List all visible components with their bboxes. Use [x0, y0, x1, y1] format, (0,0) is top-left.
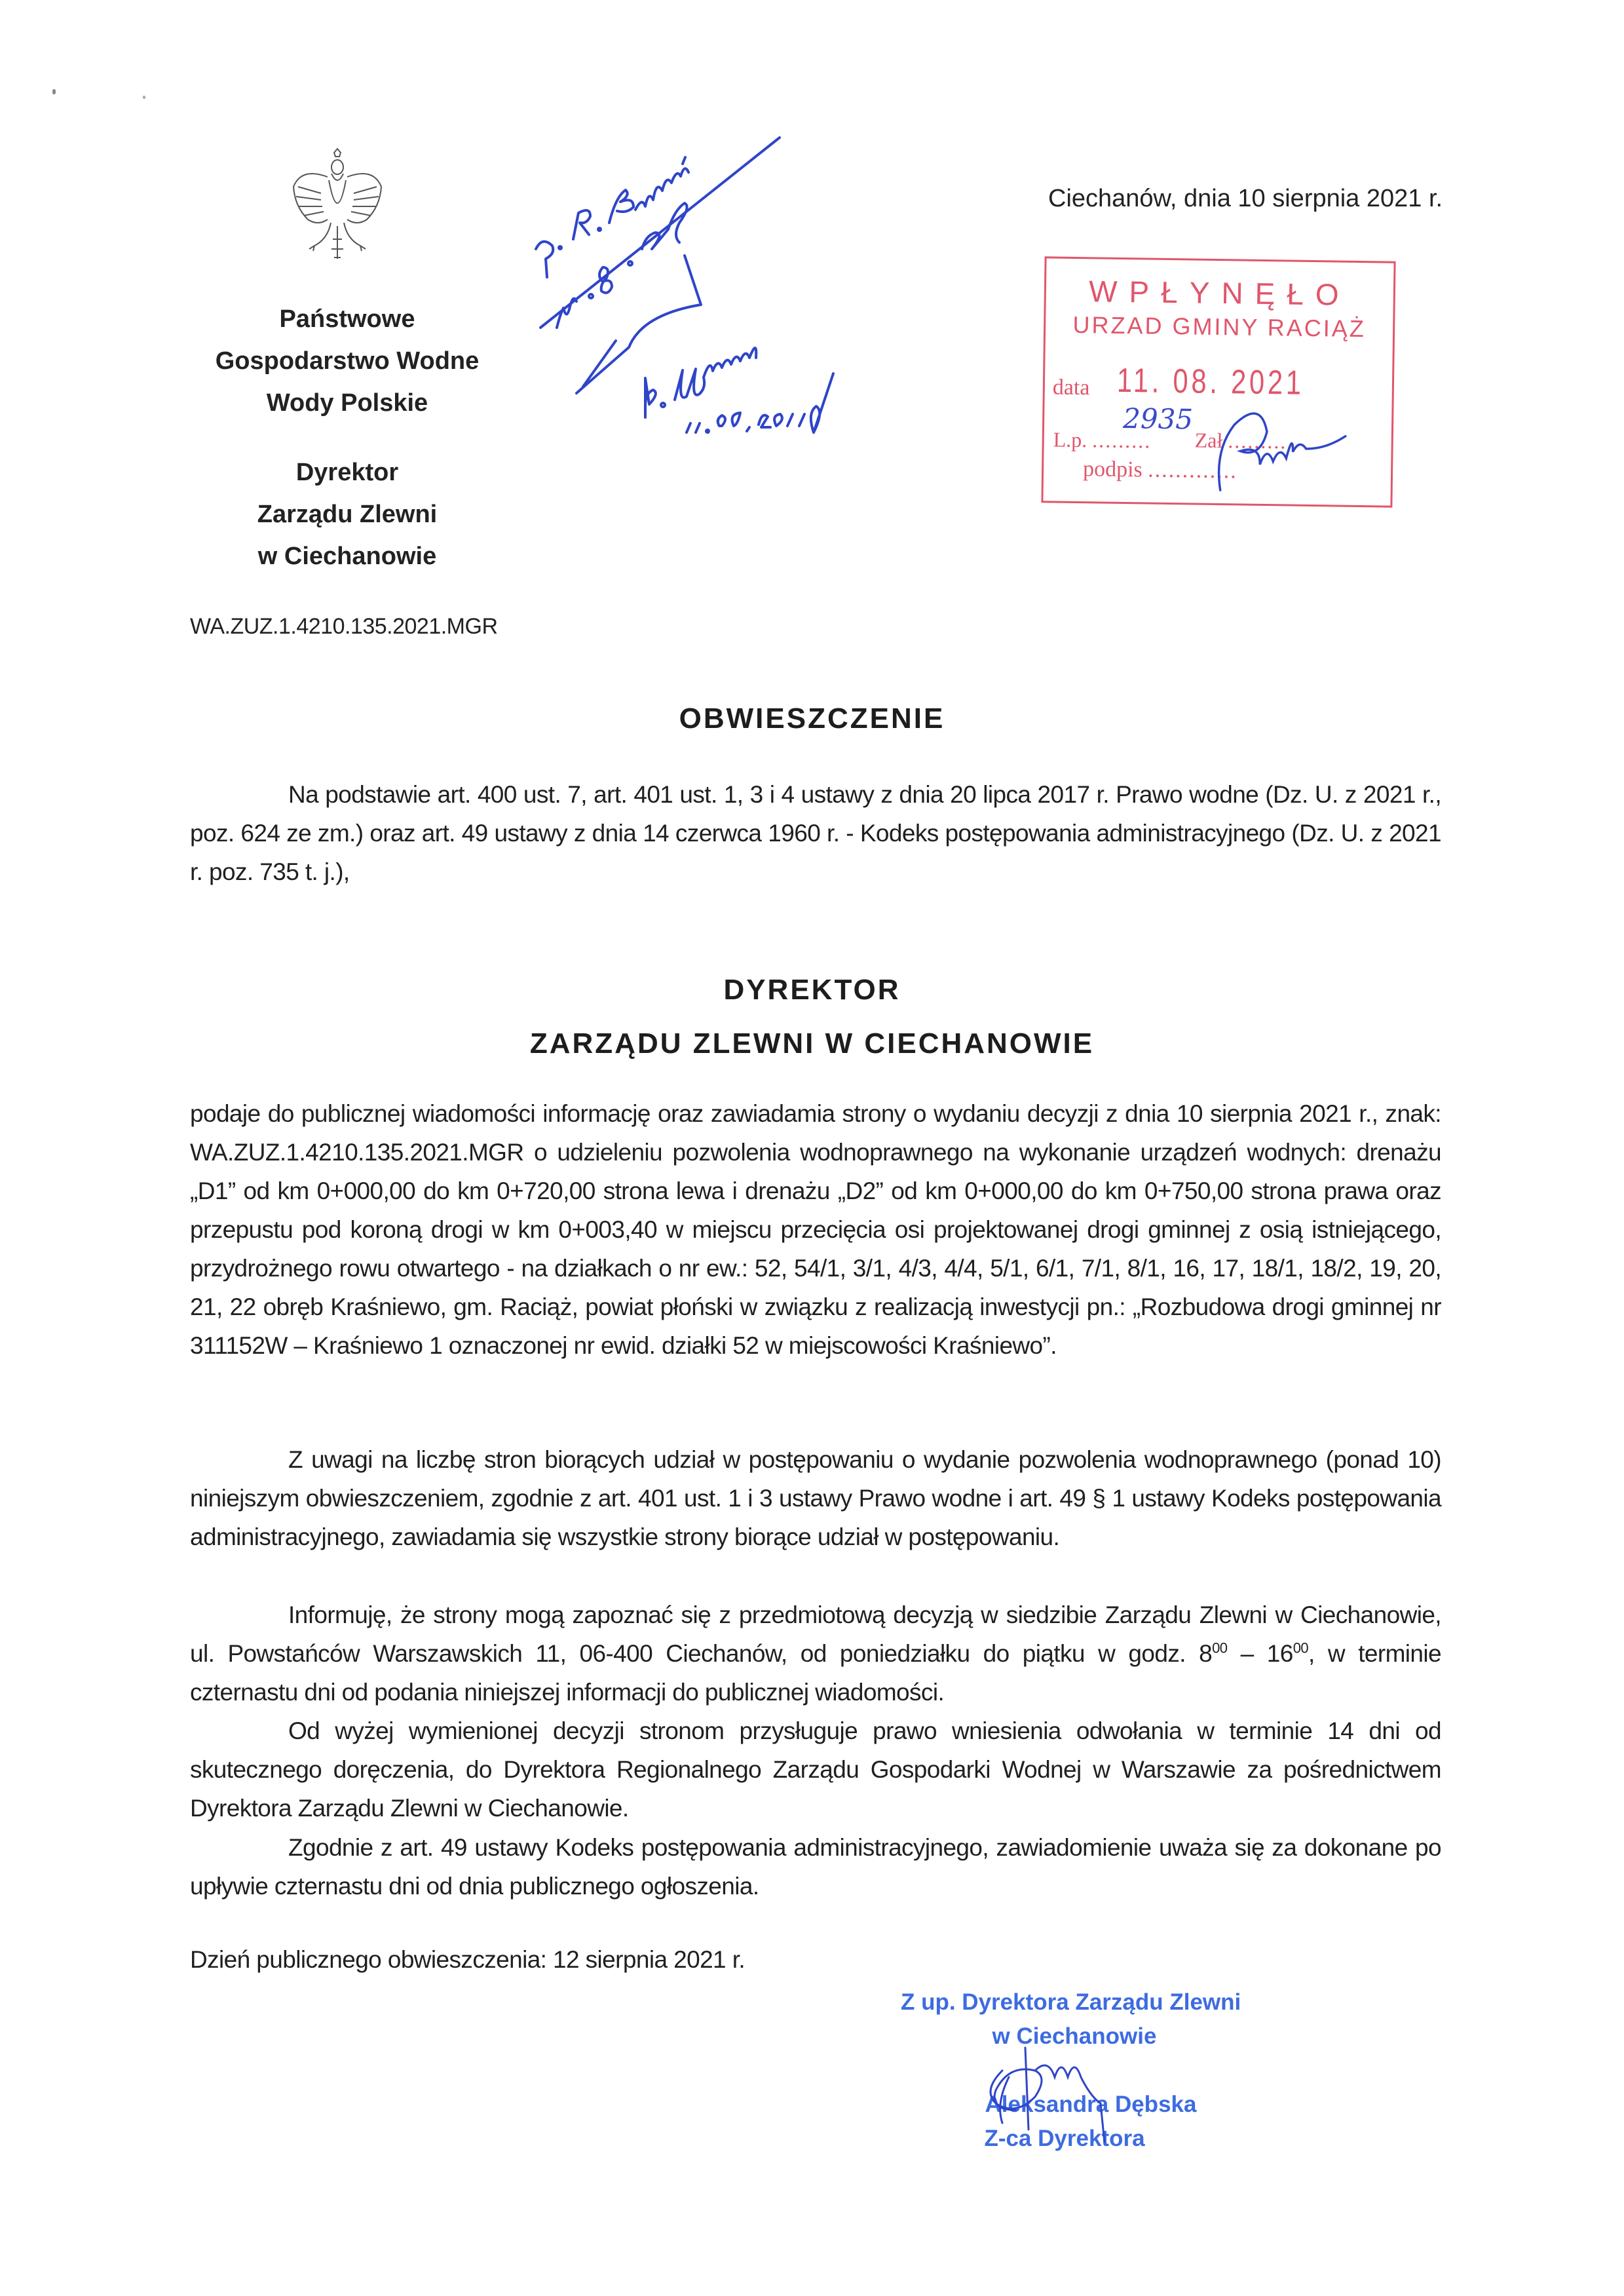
- stamp-office: URZAD GMINY RACIĄŻ: [1072, 311, 1367, 343]
- stamp-attachments-label: Zał: [1194, 428, 1223, 453]
- place-and-date: Ciechanów, dnia 10 sierpnia 2021 r.: [1048, 185, 1443, 212]
- inspection-text: Informuję, że strony mogą zapoznać się z przedmiotową decyzją w siedzibie Zarządu Zlewni w Ciechanowie, ul. Powstańców Warszawskich 11, 06-400 Ciechanów, od poniedziałku do piątku w godz. 8: [190, 1601, 1441, 1667]
- body-paragraph-appeal: Od wyżej wymienionej decyzji stronom przysługuje prawo wniesienia odwołania w terminie 14 dni od skutecznego doręczenia, do Dyrektora Regionalnego Zarządu Gospodarki Wodnej w Warszawie za pośrednictwem Dyrektora Zarządu Zlewni w Ciechanowie.: [190, 1717, 1441, 1822]
- org-line: Gospodarstwo Wodne: [215, 347, 480, 375]
- signature-line: Z up. Dyrektora Zarządu Zlewni: [901, 1989, 1241, 2015]
- stamp-lp-dots: .........: [1092, 428, 1152, 453]
- stamp-title: WPŁYNĘŁO: [1088, 274, 1351, 312]
- body-paragraph-notification: Z uwagi na liczbę stron biorących udział w postępowaniu o wydanie pozwolenia wodnoprawnego (ponad 10) niniejszym obwieszczeniem, zgodnie z art. 401 ust. 1 i 3 ustawy Prawo wodne i art. 49 § 1 ustawy Kodeks postępowania administracyjnego, zawiadamia się wszystkie strony biorące udział w postępowaniu.: [190, 1446, 1441, 1550]
- stamp-date-label: data: [1052, 375, 1090, 400]
- office-line: w Ciechanowie: [257, 543, 437, 570]
- stamp-lp-number: 2935: [1122, 402, 1194, 436]
- authority-line: DYREKTOR: [723, 974, 901, 1006]
- authority-heading: [0, 963, 1624, 1071]
- legal-basis-paragraph: Na podstawie art. 400 ust. 7, art. 401 ust. 1, 3 i 4 ustawy z dnia 20 lipca 2017 r. Prawo wodne (Dz. U. z 2021 r., poz. 624 ze zm.) oraz art. 49 ustawy z dnia 14 czerwca 1960 r. - Kodeks postępowania administracyjnego (Dz. U. z 2021 r. poz. 735 t. j.),: [190, 781, 1441, 885]
- stamp-attachments-dots: ..........: [1228, 429, 1294, 453]
- body-paragraph-effective: Zgodnie z art. 49 ustawy Kodeks postępowania administracyjnego, zawiadomienie uważa się za dokonane po upływie czternastu dni od dnia publicznego ogłoszenia.: [190, 1834, 1441, 1900]
- org-line: Państwowe: [279, 305, 415, 333]
- handwritten-signature-icon: [963, 2044, 1160, 2143]
- handwritten-annotation-icon: [511, 118, 1048, 524]
- receipt-stamp: [1041, 256, 1395, 507]
- office-line: Dyrektor: [295, 459, 399, 486]
- hour-superscript: 00: [1212, 1639, 1228, 1656]
- hour-superscript: 00: [1293, 1639, 1308, 1656]
- signatory-role: Z-ca Dyrektora: [984, 2126, 1145, 2151]
- body-paragraph-inspection: [190, 1596, 1441, 1712]
- stamp-signature-scrawl-icon: [1194, 398, 1391, 506]
- stamp-date-value: 11. 08. 2021: [1116, 361, 1305, 402]
- inspection-text: , w terminie czternastu dni od podania niniejszej informacji do publicznej wiadomości.: [190, 1640, 1441, 1706]
- stamp-lp-label: L.p.: [1053, 427, 1087, 452]
- org-line: Wody Polskie: [266, 389, 428, 417]
- stamp-signature-dots: .............: [1148, 457, 1238, 484]
- inspection-text: – 16: [1227, 1640, 1293, 1667]
- case-reference: WA.ZUZ.1.4210.135.2021.MGR: [190, 614, 498, 639]
- stamp-signature-label: podpis: [1082, 457, 1143, 482]
- document-title: OBWIESZCZENIE: [679, 702, 945, 735]
- stamp-lp-row: [1053, 427, 1151, 453]
- signatory-name: Aleksandra Dębska: [985, 2092, 1197, 2117]
- authority-line: ZARZĄDU ZLEWNI W CIECHANOWIE: [529, 1027, 1095, 1060]
- publication-date: Dzień publicznego obwieszczenia: 12 sierpnia 2021 r.: [190, 1946, 746, 1973]
- signature-line: w Ciechanowie: [992, 2023, 1157, 2049]
- body-paragraph-decision: podaje do publicznej wiadomości informację oraz zawiadamia strony o wydaniu decyzji z dnia 10 sierpnia 2021 r., znak: WA.ZUZ.1.4210.135.2021.MGR o udzieleniu pozwolenia wodnoprawnego na wykonanie urządzeń wodnych: drenażu „D1” od km 0+000,00 do km 0+720,00 strona lewa i drenażu „D2” od km 0+000,00 do km 0+750,00 strona prawa oraz przepustu pod koroną drogi w km 0+003,40 w miejscu przecięcia osi projektowanej drogi gminnej z osią istniejącego, przydrożnego rowu otwartego - na działkach o nr ew.: 52, 54/1, 3/1, 4/3, 4/4, 5/1, 6/1, 7/1, 8/1, 16, 17, 18/1, 18/2, 19, 20, 21, 22 obręb Kraśniewo, gm. Raciąż, powiat płoński w związku z realizacją inwestycji pn.: „Rozbudowa drogi gminnej nr 311152W – Kraśniewo 1 oznaczonej nr ewid. działki 52 w miejscowości Kraśniewo”.: [190, 1100, 1441, 1359]
- issuer-header: [190, 298, 504, 577]
- office-line: Zarządu Zlewni: [257, 501, 438, 528]
- polish-eagle-emblem-icon: [288, 147, 387, 265]
